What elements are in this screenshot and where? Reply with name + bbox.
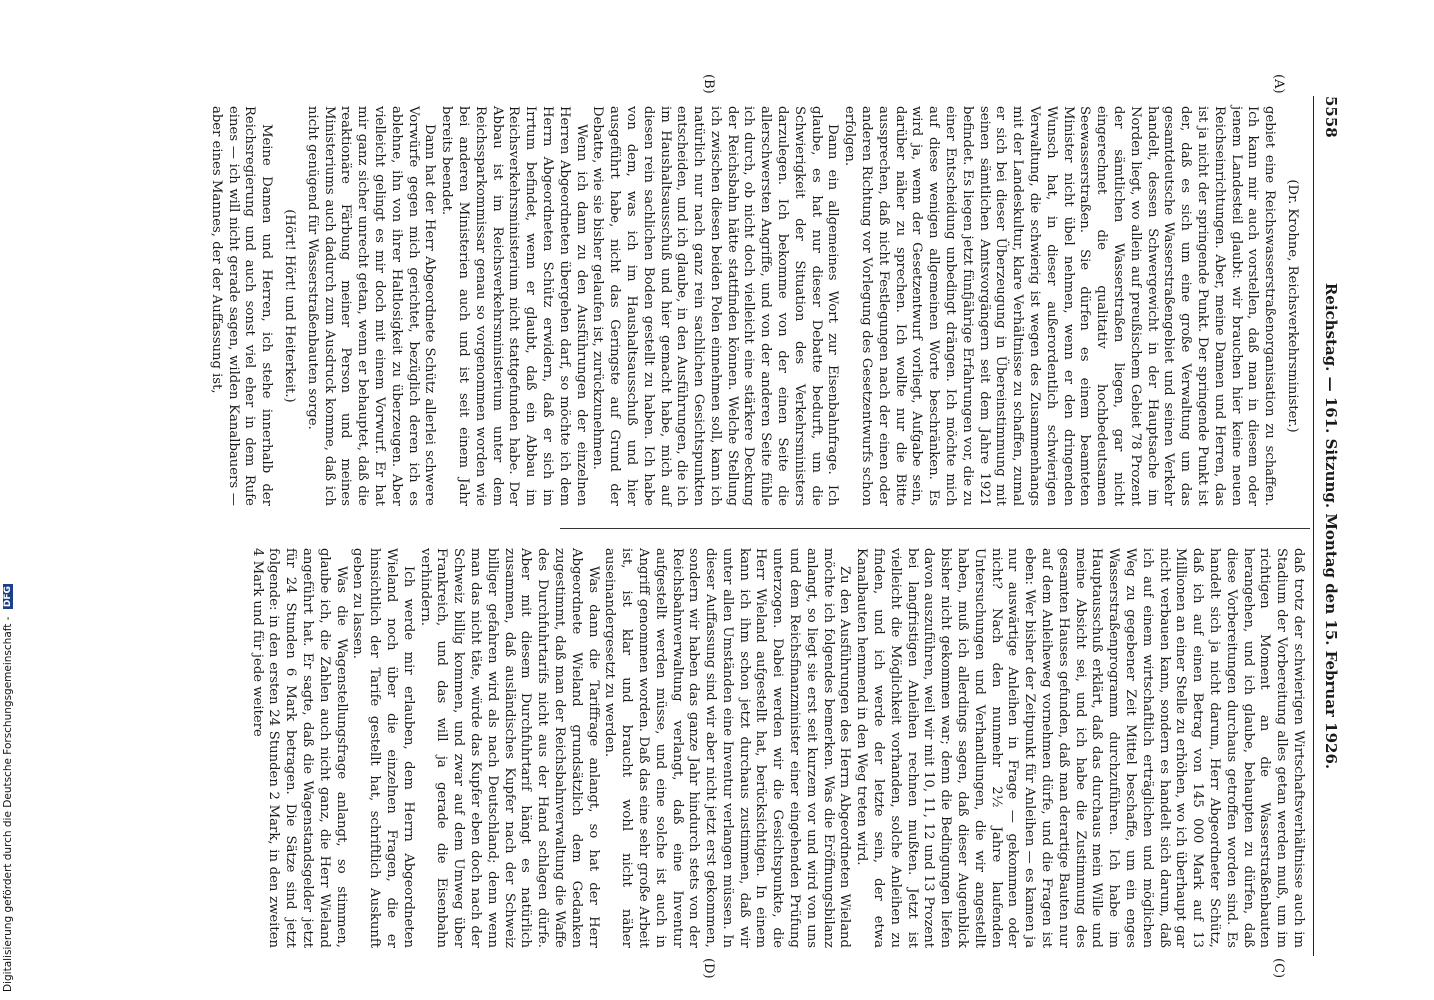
interjection: (Hört! Hört! und Heiterkeit.)	[281, 209, 297, 403]
header-rule	[1313, 96, 1314, 956]
paragraph: daß trotz der schwierigen Wirtschaftsverhältnisse auch im Stadium der Vorbereitung alles getan werden muß, um im richtigen Moment an die Wasserstraßenbauten herangehen, und ich glaube, behaupten zu dürfen, daß diese Vorbereitungen durchaus getroffen worden sind. Es handelt sich ja nicht darum, Herr Abgeordneter Schütz, daß ich auf einen Betrag von 145 000 Mark auf 13 Millionen an einer Stelle zu erhöhen, wo ich überhaupt gar nicht verbauen kann, sondern es handelt sich darum, daß ich auf einem wirtschaftlich erträglichen und möglichen Weg zu gegebener Zeit Mittel beschaffe, um ein enges Wasserstraßenprogramm durchzuführen. Ich habe im Hauptausschuß erklärt, daß das durchaus mein Wille und meine Absicht sei, und ich habe die Zustimmung des gesamten Hauses gefunden, daß man derartige Bauten nur auf dem Anleiheweg vornehmen dürfe, und die Fragen ist eben: Wer bisher der Zeitpunkt für Anleihen — es kamen ja nur auswärtige Anleihen in Frage — gekommen oder nicht? Nach den nunmehr 2½ Jahre laufenden Untersuchungen und Verhandlungen, die wir angestellt haben, muß ich allerdings sagen, daß dieser Augenblick bisher nicht gekommen war; denn die Bedingungen liefen davon auszuführen, weil wir mit 10, 11, 12 und 13 Prozent bei langfristigen Anleihen rechnen mußten. Jetzt ist vielleicht die Möglichkeit vorhanden, solche Anleihen zu finden, und ich werde der letzte sein, der etwa Kanalbauten hemmend in den Weg treten wird.	[854, 548, 1306, 948]
paragraph: Dann ein allgemeines Wort zur Eisenbahnfrage. Ich glaube, es hat nur dieser Debatte bedurft, um die Schwierigkeit der Situation des Verkehrsministers darzulegen. Ich bekomme von der einen Seite die allerschwersten Angriffe, und von der anderen Seite fühle ich durch, ob nicht doch vielleicht eine stärkere Deckung der Reichsbahn hätte stattfinden können. Welche Stellung ich zwischen diesen beiden Polen einnehmen soll, kann ich natürlich nur nach ganz rein sachlichen Gesichtspunkten entscheiden, und ich glaube, in den Ausführungen, die ich im Haushaltsausschuß und hier gemacht habe, mich auf diesen rein sachlichen Boden gestellt zu haben. Ich habe von dem, was ich im Haushaltsausschuß und hier ausgeführt habe, nicht das Geringste auf Grund der Debatte, wie sie bisher gelaufen ist, zurückzunehmen.	[590, 106, 841, 506]
page-number: 5558	[1322, 96, 1340, 138]
paragraph: Ich werde mir erlauben, dem Herrn Abgeordneten Wieland noch über die einzelnen Fragen, die er hinsichtlich der Tarife gestellt hat, schriftlich Auskunft geben zu lassen.	[350, 548, 416, 948]
margin-mark-c: (C)	[1271, 958, 1286, 979]
margin-mark-a: (A)	[1271, 74, 1286, 94]
page-header	[1316, 96, 1346, 956]
margin-mark-d: (D)	[701, 958, 716, 979]
page-title: Reichstag. — 161. Sitzung. Montag den 15. Februar 1926.	[1322, 282, 1340, 770]
paragraph: gebiet eine Reichswasserstraßenorganisation zu schaffen. Ich kann mir auch vorstellen, daß man in diesem oder jenem Landesteil glaubt: wir brauchen hier keine neuen Reichseinrichtungen. Aber, meine Damen und Herren, das ist ja nicht der springende Punkt. Der springende Punkt ist der, daß es sich um eine große Verwaltung um das gesamtdeutsche Wasserstraßengebiet und seinen Verkehr handelt, dessen Schwergewicht in der Hauptsache im Norden liegt, wo allein auf preußischem Gebiet 78 Prozent der sämtlichen Wasserstraßen liegen, gar nicht eingerechnet die qualitativ hochbedeutsamen Seewasserstraßen. Sie dürfen es einem beamteten Minister nicht übel nehmen, wenn er den dringenden Wunsch hat, in dieser außerordentlich schwierigen Verwaltung, die schwierig ist wegen des Zusammenhangs mit der Landeskultur, klare Verhältnisse zu schaffen, zumal er sich bei dieser Überzeugung in Übereinstimmung mit seinen sämtlichen Amtsvorgängern seit dem Jahre 1921 befindet. Es liegen jetzt fünfjährige Erfahrungen vor, die zu einer Entscheidung unbedingt drängen. Ich möchte mich auf diese wenigen allgemeinen Worte beschränken. Es wird ja, wenn der Gesetzentwurf vorliegt, Aufgabe sein, darüber näher zu sprechen. Ich wollte nur die Bitte aussprechen, daß nicht Festlegungen nach der einen oder anderen Richtung vor Vorlegung des Gesetzentwurfs schon erfolgen.	[842, 106, 1278, 506]
rotated-document-page	[96, 74, 1346, 979]
paragraph: Zu den Ausführungen des Herrn Abgeordneten Wieland möchte ich folgendes bemerken. Was die Eröffnungsbilanz anlangt, so liegt sie erst seit kurzem vor und wird von uns und dem Reichsfinanzminister einer eingehenden Prüfung unterzogen. Dabei werden wir die Gesichtspunkte, die Herr Wieland aufgestellt hat, berücksichtigen. In einem kann ich ihm schon jetzt durchaus zustimmen, daß wir unter allen Umständen eine Inventur verlangen müssen. In dieser Auffassung sind wir aber nicht jetzt erst gekommen, sondern wir haben das ganze Jahr hindurch stets von der Reichsbahnverwaltung verlangt, daß eine Inventur aufgestellt werden müsse, und eine solche ist auch in Angriff genommen worden. Daß das eine sehr große Arbeit ist, ist klar und braucht wohl nicht näher auseinandergesetzt zu werden.	[602, 548, 853, 948]
left-column	[208, 106, 1306, 506]
margin-mark-b: (B)	[701, 74, 716, 94]
column-divider	[560, 528, 1310, 529]
speaker-attribution: (Dr. Krohne, Reichsverkehrsminister.)	[1285, 179, 1300, 433]
right-column	[249, 548, 1306, 948]
paragraph: Wenn ich dann zu den Ausführungen der einzelnen Herren Abgeordneten übergehen darf, so möchte ich dem Herrn Abgeordneten Schütz erwidern, daß er sich im Irrtum befindet, wenn er glaubt, daß ein Abbau im Reichsverkehrsministerium nicht stattgefunden habe. Der Abbau ist im Reichsverkehrsministerium unter dem Reichssparkommissar genau so vorgenommen worden wie bei anderen Ministerien auch und ist seit einem Jahr bereits beendet.	[439, 106, 589, 506]
paragraph: Meine Damen und Herren, ich stehe innerhalb der Reichsregierung und auch sonst viel eher in dem Rufe eines — ich will nicht gerade sagen, wilden Kanalbauers — aber eines Mannes, der der Auffassung ist,	[208, 106, 275, 506]
paragraph: Was dann die Tariffrage anlangt, so hat der Herr Abgeordnete Wieland grundsätzlich dem Gedanken zugestimmt, daß man der Reichsbahnverwaltung die Waffe des Durchfuhrtarifs nicht aus der Hand schlagen dürfe. Aber mit diesem Durchfuhrtarif hängt es natürlich zusammen, daß ausländisches Kupfer nach der Schweiz billiger gefahren wird als nach Deutschland; denn wenn man das nicht täte, würde das Kupfer eben doch nach der Schweiz billig kommen, und zwar auf dem Umweg über Frankreich, und das will ja gerade die Eisenbahn verhindern.	[417, 548, 601, 948]
paragraph: Was die Wagenstellungsfrage anlangt, so stimmen, glaube ich, die Zahlen auch nicht ganz, die Herr Wieland angeführt hat. Er sagte, daß die Wagenstandsgelder jetzt für 24 Stunden 6 Mark betragen. Die Sätze sind jetzt folgende: in den ersten 24 Stunden 2 Mark, in den zweiten 4 Mark und für jede weitere	[249, 548, 349, 948]
paragraph: Dann hat der Herr Abgeordnete Schütz allerlei schwere Vorwürfe gegen mich gerichtet, bezüglich deren ich es ablehne, ihn von ihrer Haltlosigkeit zu überzeugen. Aber vielleicht gelingt es mir doch mit einem Vorwurf. Er hat mir ganz sicher unrecht getan, wenn er behauptet, daß die reaktionäre Färbung meiner Person und meines Ministeriums auch dadurch zum Ausdruck komme, daß ich nicht genügend für Wasserstraßenbauten sorge.	[304, 106, 438, 506]
dfg-logo: DFG	[3, 586, 13, 608]
footer-text: Digitalisierung gefördert durch die Deutsche Forschungsgemeinschaft -	[2, 616, 14, 992]
footer-text-wrap	[2, 584, 14, 992]
digitization-footer	[0, 0, 16, 1000]
